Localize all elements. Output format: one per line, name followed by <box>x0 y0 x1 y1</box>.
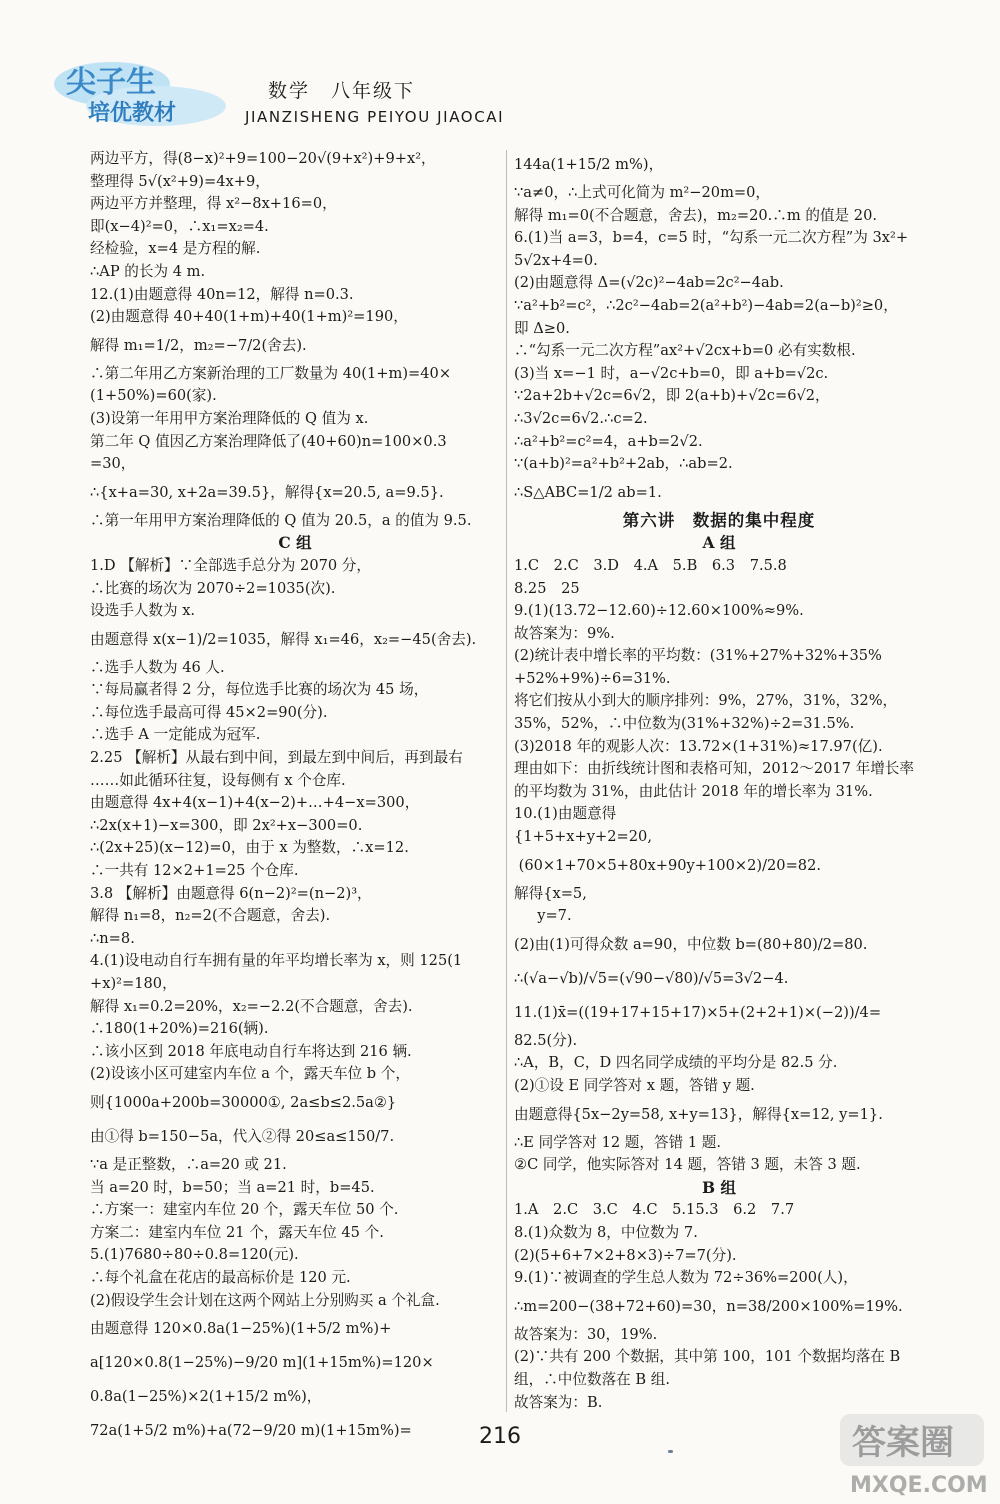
text-line: 3.8 【解析】由题意得 6(n−2)²=(n−2)³， <box>90 884 372 902</box>
text-line: ∵a²+b²=c²，∴2c²−4ab=2(a²+b²)−4ab=2(a−b)²≥0， <box>514 296 898 314</box>
text-line: 当 a=20 时，b=50；当 a=21 时，b=45. <box>90 1178 375 1196</box>
text-line: 82.5(分). <box>514 1031 578 1049</box>
text-line: 12.(1)由题意得 40n=12，解得 n=0.3. <box>90 285 354 303</box>
text-line: 的平均数为 31%，由此估计 2018 年的增长率为 31%. <box>514 782 873 800</box>
text-line: (2)∵共有 200 个数据，其中第 100，101 个数据均落在 B <box>514 1348 901 1366</box>
text-line: ∴“勾系一元二次方程”ax²+√2cx+b=0 必有实数根. <box>514 342 856 360</box>
text-line: ∴每位选手最高可得 45×2=90(分). <box>90 703 328 721</box>
text-line: =30， <box>90 455 136 473</box>
text-line: 72a(1+5/2 m%)+a(72−9/20 m)(1+15m%)= <box>90 1422 412 1440</box>
text-line: ∴(√a−√b)/√5=(√90−√80)/√5=3√2−4. <box>514 969 789 987</box>
text-line: 1.C 2.C 3.D 4.A 5.B 6.3 7.5.8 <box>514 556 787 574</box>
text-line: (2)设该小区可建室内车位 a 个，露天车位 b 个， <box>90 1065 410 1083</box>
lecture-title: 第六讲 数据的集中程度 <box>622 510 816 530</box>
text-line: ∴m=200−(38+72+60)=30，n=38/200×100%=19%. <box>514 1297 903 1315</box>
header-title: 数学 八年级下 <box>268 80 416 102</box>
text-line: {1+5+x+y+2=20, <box>514 828 652 846</box>
text-line: 解得 m₁=1/2，m₂=−7/2(舍去). <box>90 336 307 354</box>
text-line: ∴该小区到 2018 年底电动自行车将达到 216 辆. <box>90 1042 412 1060</box>
text-line: (2)由题意得 40+40(1+m)+40(1+m)²=190， <box>90 308 408 326</box>
text-line: 由题意得 x(x−1)/2=1035，解得 x₁=46，x₂=−45(舍去). <box>90 630 477 648</box>
text-line: 10.(1)由题意得 <box>514 805 617 823</box>
text-line: 4.(1)设电动自行车拥有量的年平均增长率为 x，则 125(1 <box>90 952 463 970</box>
text-line: +x)²=180， <box>90 975 177 992</box>
text-line: ②C 同学，他实际答对 14 题，答错 3 题，未答 3 题. <box>514 1156 861 1174</box>
text-line: +52%+9%)÷6=31%. <box>514 669 671 687</box>
text-line: ∴S△ABC=1/2 ab=1. <box>514 483 662 501</box>
text-line: 则{1000a+200b=30000①, 2a≤b≤2.5a②} <box>90 1093 397 1111</box>
text-line: ∴第一年用甲方案治理降低的 Q 值为 20.5，a 的值为 9.5. <box>90 511 472 529</box>
text-line: ∵(a+b)²=a²+b²+2ab，∴ab=2. <box>514 455 733 473</box>
text-line: 由题意得 120×0.8a(1−25%)(1+5/2 m%)+ <box>90 1320 392 1338</box>
text-line: 方案二：建室内车位 21 个，露天车位 45 个. <box>90 1223 384 1241</box>
text-line: 两边平方并整理，得 x²−8x+16=0， <box>90 195 337 213</box>
text-line: 35%，52%，∴中位数为(31%+32%)÷2=31.5%. <box>514 715 855 733</box>
text-line: 8.25 25 <box>514 579 580 597</box>
text-line: 9.(1)∵被调查的学生总人数为 72÷36%=200(人)， <box>514 1269 858 1287</box>
text-line: ∴3√2c=6√2.∴c=2. <box>514 409 648 427</box>
svg-text:尖子生: 尖子生 <box>66 65 156 100</box>
text-line: (2)由题意得 Δ=(√2c)²−4ab=2c²−4ab. <box>514 274 784 292</box>
text-line: ∴AP 的长为 4 m. <box>90 262 206 280</box>
left-column <box>90 148 500 1448</box>
text-line: 1.D 【解析】∵全部选手总分为 2070 分， <box>90 556 371 574</box>
text-line: 9.(1)(13.72−12.60)÷12.60×100%≈9%. <box>514 602 804 620</box>
page-number: 216 <box>479 1424 521 1449</box>
text-line: 即(x−4)²=0，∴x₁=x₂=4. <box>90 217 269 235</box>
text-line: ∴2x(x+1)−x=300，即 2x²+x−300=0. <box>90 816 363 834</box>
text-line: (2)假设学生会计划在这两个网站上分别购买 a 个礼盒. <box>90 1291 440 1309</box>
text-line: ∴{x+a=30, x+2a=39.5}，解得{x=20.5, a=9.5}. <box>90 483 444 501</box>
text-line: a[120×0.8(1−25%)−9/20 m](1+15m%)=120× <box>90 1354 434 1372</box>
text-line: ∴第二年用乙方案新治理的工厂数量为 40(1+m)=40× <box>90 364 452 382</box>
text-line: 故答案为：B. <box>514 1393 603 1411</box>
text-line: (3)设第一年用甲方案治理降低的 Q 值为 x. <box>90 409 369 427</box>
brand-logo <box>52 58 228 130</box>
text-line: (3)2018 年的观影人次：13.72×(1+31%)≈17.97(亿). <box>514 737 883 755</box>
text-line: 解得 m₁=0(不合题意，舍去)，m₂=20.∴m 的值是 20. <box>514 206 877 224</box>
section-heading: C 组 <box>278 533 312 553</box>
text-line: 故答案为：30，19%. <box>514 1325 658 1343</box>
text-line: ∴一共有 12×2+1=25 个仓库. <box>90 862 299 880</box>
text-line: 经检验，x=4 是方程的解. <box>90 240 261 258</box>
text-line: 第二年 Q 值因乙方案治理降低了(40+60)n=100×0.3 <box>90 432 447 450</box>
page-header <box>40 50 970 130</box>
text-line: ∴比赛的场次为 2070÷2=1035(次). <box>90 579 336 597</box>
text-line: ∵2a+2b+√2c=6√2，即 2(a+b)+√2c=6√2， <box>514 387 830 405</box>
right-column <box>514 148 924 1414</box>
text-line: 8.(1)众数为 8，中位数为 7. <box>514 1223 698 1241</box>
text-line: 将它们按从小到大的顺序排列：9%，27%，31%，32%， <box>514 692 898 710</box>
text-line: ∵每局赢者得 2 分，每位选手比赛的场次为 45 场， <box>90 681 429 699</box>
text-line: (2)由(1)可得众数 a=90，中位数 b=(80+80)/2=80. <box>514 935 868 953</box>
text-line: (1+50%)=60(家). <box>90 387 217 405</box>
text-line: ∵a 是正整数，∴a=20 或 21. <box>90 1155 287 1173</box>
text-line: 11.(1)x̄=((19+17+15+17)×5+(2+2+1)×(−2))/4= <box>514 1003 882 1021</box>
text-line: (3)当 x=−1 时，a−√2c+b=0，即 a+b=√2c. <box>514 364 829 382</box>
svg-text:MXQE.COM: MXQE.COM <box>850 1473 988 1498</box>
text-line: 5√2x+4=0. <box>514 251 598 269</box>
text-line: ∴选手 A 一定能成为冠军. <box>90 726 261 744</box>
text-line: 组，∴中位数落在 B 组. <box>514 1370 670 1388</box>
text-line: 由题意得{5x−2y=58, x+y=13}，解得{x=12, y=1}. <box>514 1105 883 1123</box>
text-line: 0.8a(1−25%)×2(1+15/2 m%)， <box>90 1388 322 1406</box>
text-line: 144a(1+15/2 m%)， <box>514 156 664 173</box>
text-line: ∴每个礼盒在花店的最高标价是 120 元. <box>90 1268 351 1286</box>
text-line: 即 Δ≥0. <box>514 319 570 337</box>
ink-speck <box>668 1450 673 1453</box>
text-line: (2)①设 E 同学答对 x 题，答错 y 题. <box>514 1077 755 1094</box>
text-line: ∴180(1+20%)=216(辆). <box>90 1020 269 1038</box>
text-line: 由①得 b=150−5a，代入②得 20≤a≤150/7. <box>90 1127 395 1145</box>
text-line: (2)(5+6+7×2+8×3)÷7=7(分). <box>514 1246 737 1264</box>
text-line: 1.A 2.C 3.C 4.C 5.15.3 6.2 7.7 <box>514 1201 795 1219</box>
text-line: 设选手人数为 x. <box>90 602 196 620</box>
text-line: ……如此循环往复，设每侧有 x 个仓库. <box>90 771 346 789</box>
text-line: ∴a²+b²=c²=4，a+b=2√2. <box>514 432 703 450</box>
text-line: 解得{x=5, <box>514 884 587 902</box>
text-line: ∴n=8. <box>90 929 135 947</box>
text-line: 2.25 【解析】从最右到中间，到最左到中间后，再到最右 <box>90 749 463 767</box>
text-line: (2)统计表中增长率的平均数：(31%+27%+32%+35% <box>514 647 882 665</box>
text-line: ∴E 同学答对 12 题，答错 1 题. <box>514 1133 721 1151</box>
text-line: 解得 n₁=8，n₂=2(不合题意，舍去). <box>90 907 331 925</box>
text-line: 两边平方，得(8−x)²+9=100−20√(9+x²)+9+x²， <box>90 150 436 167</box>
svg-text:培优教材: 培优教材 <box>88 101 177 126</box>
text-line: 由题意得 4x+4(x−1)+4(x−2)+…+4−x=300， <box>90 794 420 812</box>
column-divider <box>506 150 507 1412</box>
section-heading: A 组 <box>702 533 736 553</box>
text-line: (60×1+70×5+80x+90y+100×2)/20=82. <box>514 856 822 874</box>
text-line: 5.(1)7680÷80÷0.8=120(元). <box>90 1246 299 1264</box>
text-line: ∵a≠0，∴上式可化简为 m²−20m=0， <box>514 184 771 201</box>
text-line: ∴选手人数为 46 人. <box>90 658 225 676</box>
watermark-logo <box>836 1408 988 1500</box>
text-line: 6.(1)当 a=3，b=4，c=5 时，“勾系一元二次方程”为 3x²+ <box>514 229 909 247</box>
text-line: 整理得 5√(x²+9)=4x+9， <box>90 172 270 190</box>
text-line: 解得 x₁=0.2=20%，x₂=−2.2(不合题意，舍去). <box>90 997 413 1015</box>
text-line: 故答案为：9%. <box>514 624 615 642</box>
header-subtitle: JIANZISHENG PEIYOU JIAOCAI <box>245 108 505 126</box>
text-line: ∴(2x+25)(x−12)=0，由于 x 为整数，∴x=12. <box>90 839 409 857</box>
text-line: 理由如下：由折线统计图和表格可知，2012～2017 年增长率 <box>514 760 914 778</box>
text-line: ∴方案一：建室内车位 20 个，露天车位 50 个. <box>90 1201 399 1219</box>
section-heading: B 组 <box>702 1177 736 1197</box>
text-line: ∴A，B，C，D 四名同学成绩的平均分是 82.5 分. <box>514 1054 838 1072</box>
text-line: y=7. <box>514 907 572 925</box>
svg-text:答案圈: 答案圈 <box>852 1423 954 1463</box>
